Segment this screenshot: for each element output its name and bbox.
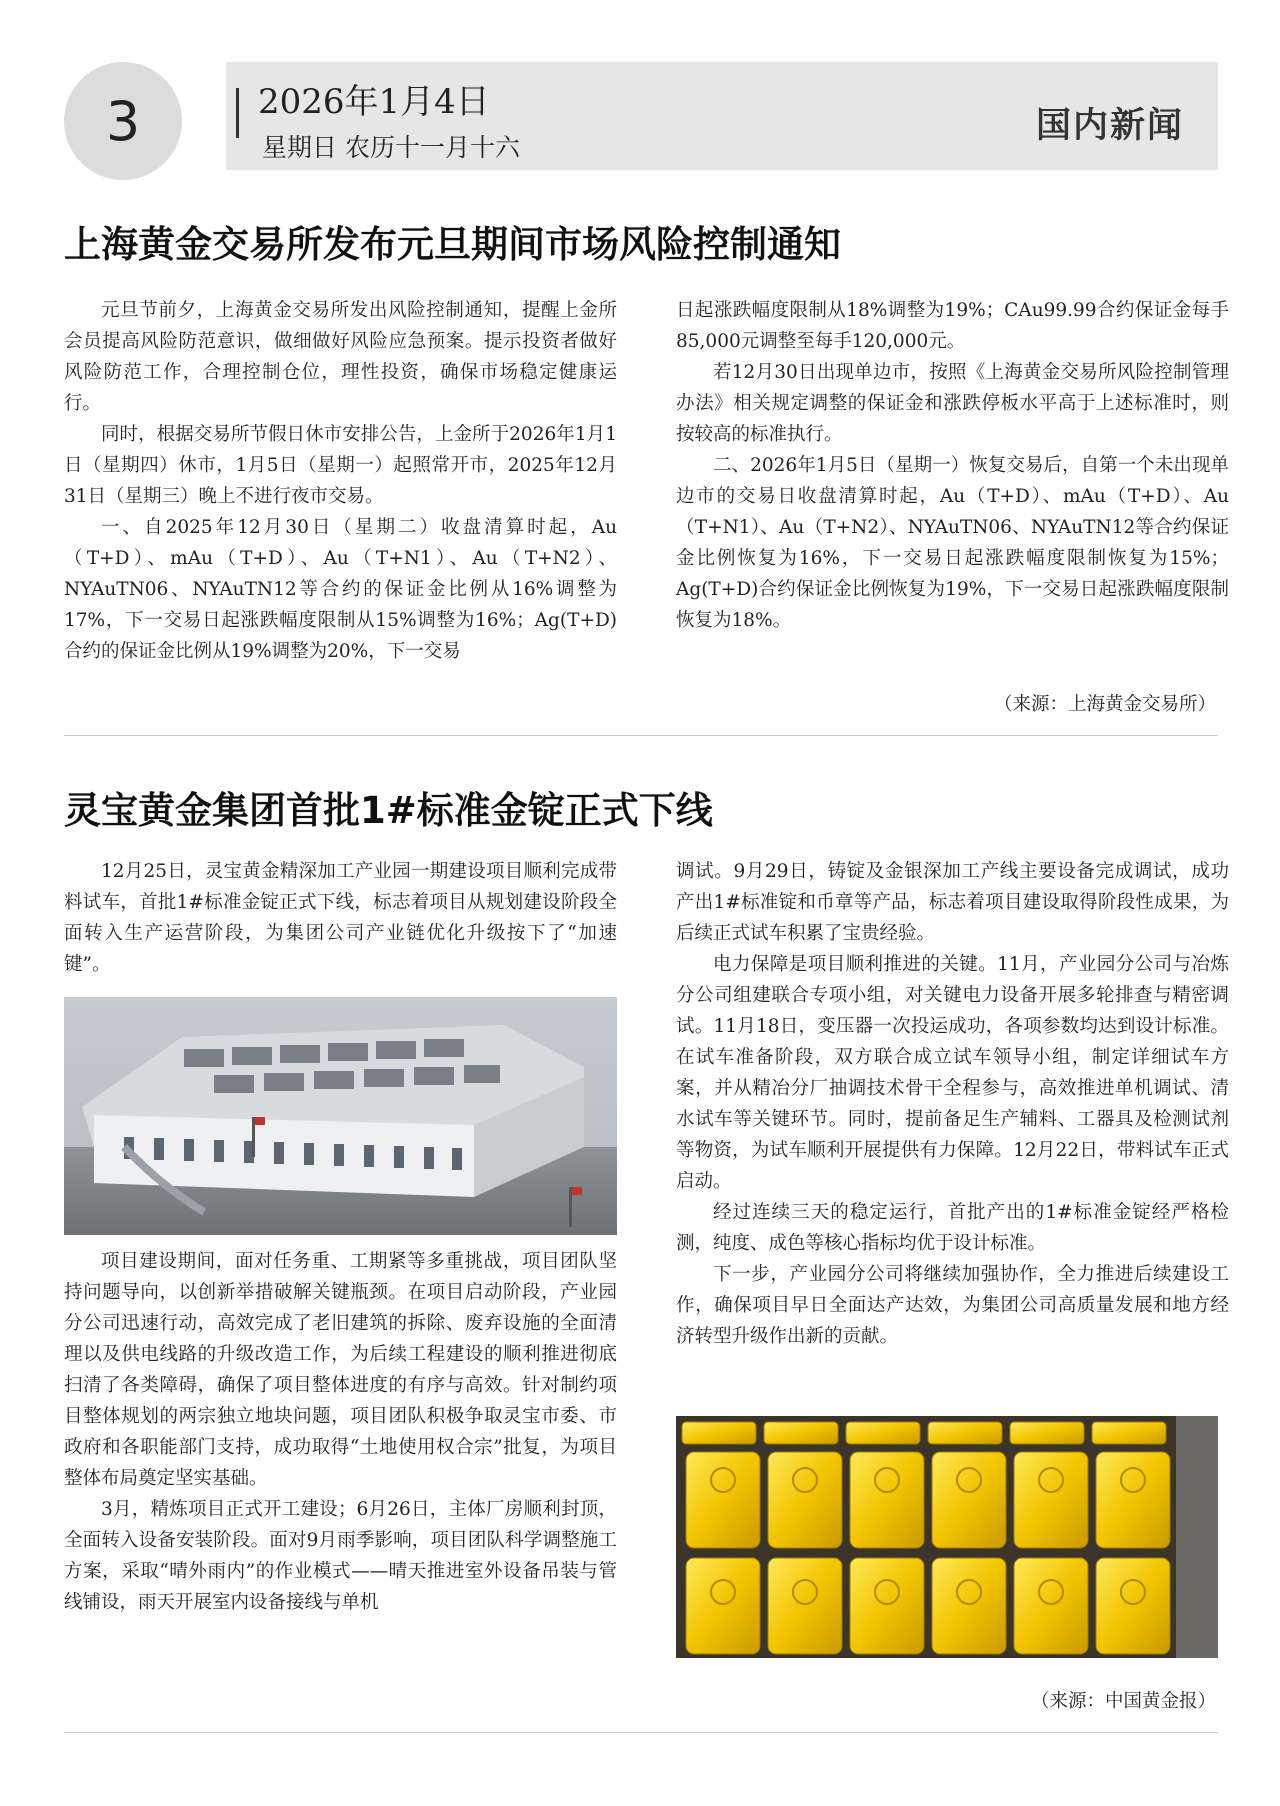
article2-paragraph: 12月25日，灵宝黄金精深加工产业园一期建设项目顺利完成带料试车，首批1#标准金锭正式下线，标志着项目从规划建设阶段全面转入生产运营阶段，为集团公司产业链优化升级按下了“加速键”。 xyxy=(64,861,617,975)
article1-left-column xyxy=(64,295,617,667)
gold-ingots-illustration xyxy=(676,1416,1218,1658)
article2-paragraph-continued: 调试。9月29日，铸锭及金银深加工产线主要设备完成调试，成功产出1#标准锭和币章等产品，标志着项目建设取得阶段性成果，为后续正式试车积累了宝贵经验。 xyxy=(676,861,1229,944)
article2-paragraph: 项目建设期间，面对任务重、工期紧等多重挑战，项目团队坚持问题导向，以创新举措破解关键瓶颈。在项目启动阶段，产业园分公司迅速行动，高效完成了老旧建筑的拆除、废弃设施的全面清理以及供电线路的升级改造工作，为后续工程建设的顺利推进彻底扫清了各类障碍，确保了项目整体进度的有序与高效。针对制约项目整体规划的两宗独立地块问题，项目团队积极争取灵宝市委、市政府和各职能部门支持，成功取得“土地使用权合宗”批复，为项目整体布局奠定坚实基础。 xyxy=(64,1251,617,1489)
article1-paragraph: 二、2026年1月5日（星期一）恢复交易后，自第一个未出现单边市的交易日收盘清算时起，Au（T+D）、mAu（T+D）、Au（T+N1）、Au（T+N2）、NYAuTN06、NYAuTN12等合约保证金比例恢复为16%，下一交易日起涨跌幅度限制恢复为15%；Ag(T+D)合约保证金比例恢复为19%，下一交易日起涨跌幅度限制恢复为18%。 xyxy=(676,455,1229,631)
factory-building-photo xyxy=(64,997,617,1235)
article2-left-bottom-column xyxy=(64,1246,617,1618)
issue-date: 2026年1月4日 xyxy=(258,82,490,122)
article1-paragraph: 若12月30日出现单边市，按照《上海黄金交易所风险控制管理办法》相关规定调整的保证金和涨跌停板水平高于上述标准时，则按较高的标准执行。 xyxy=(676,362,1229,445)
article-divider xyxy=(64,735,1218,736)
weekday-lunar-date: 星期日 农历十一月十六 xyxy=(262,133,520,162)
article2-paragraph: 经过连续三天的稳定运行，首批产出的1#标准金锭经严格检测，纯度、成色等核心指标均优于设计标准。 xyxy=(676,1202,1229,1254)
page-bottom-divider xyxy=(64,1732,1218,1733)
article1-paragraph: 同时，根据交易所节假日休市安排公告，上金所于2026年1月1日（星期四）休市，1月5日（星期一）起照常开市，2025年12月31日（星期三）晚上不进行夜市交易。 xyxy=(64,424,617,507)
article2-left-top-column xyxy=(64,856,617,980)
header-divider xyxy=(236,88,239,138)
article1-headline: 上海黄金交易所发布元旦期间市场风险控制通知 xyxy=(64,223,841,266)
article2-paragraph: 电力保障是项目顺利推进的关键。11月，产业园分公司与冶炼分公司组建联合专项小组，对关键电力设备开展多轮排查与精密调试。11月18日，变压器一次投运成功，各项参数均达到设计标准。在试车准备阶段，双方联合成立试车领导小组，制定详细试车方案，并从精冶分厂抽调技术骨干全程参与，高效推进单机调试、清水试车等关键环节。同时，提前备足生产辅料、工器具及检测试剂等物资，为试车顺利开展提供有力保障。12月22日，带料试车正式启动。 xyxy=(676,954,1229,1192)
article2-paragraph: 下一步，产业园分公司将继续加强协作，全力推进后续建设工作，确保项目早日全面达产达效，为集团公司高质量发展和地方经济转型升级作出新的贡献。 xyxy=(676,1264,1229,1347)
article2-right-column xyxy=(676,856,1229,1352)
article2-headline: 灵宝黄金集团首批1#标准金锭正式下线 xyxy=(64,789,713,832)
article1-right-column xyxy=(676,295,1229,636)
article2-source: （来源：中国黄金报） xyxy=(1030,1691,1216,1712)
section-title: 国内新闻 xyxy=(1035,106,1184,146)
gold-ingots-photo xyxy=(676,1416,1218,1658)
article1-paragraph: 一、自2025年12月30日（星期二）收盘清算时起，Au（T+D）、mAu（T+D）、Au（T+N1）、Au（T+N2）、NYAuTN06、NYAuTN12等合约的保证金比例从16%调整为17%，下一交易日起涨跌幅度限制从15%调整为16%；Ag(T+D)合约的保证金比例从19%调整为20%，下一交易 xyxy=(64,517,617,662)
page-number: 3 xyxy=(64,62,182,180)
article1-source: （来源：上海黄金交易所） xyxy=(993,694,1216,715)
article1-paragraph-continued: 日起涨跌幅度限制从18%调整为19%；CAu99.99合约保证金每手85,000元调整至每手120,000元。 xyxy=(676,300,1229,352)
article2-paragraph: 3月，精炼项目正式开工建设；6月26日，主体厂房顺利封顶，全面转入设备安装阶段。面对9月雨季影响，项目团队科学调整施工方案，采取“晴外雨内”的作业模式——晴天推进室外设备吊装与管线铺设，雨天开展室内设备接线与单机 xyxy=(64,1499,617,1613)
article1-paragraph: 元旦节前夕，上海黄金交易所发出风险控制通知，提醒上金所会员提高风险防范意识，做细做好风险应急预案。提示投资者做好风险防范工作，合理控制仓位，理性投资，确保市场稳定健康运行。 xyxy=(64,300,617,414)
factory-building-illustration xyxy=(64,997,617,1235)
